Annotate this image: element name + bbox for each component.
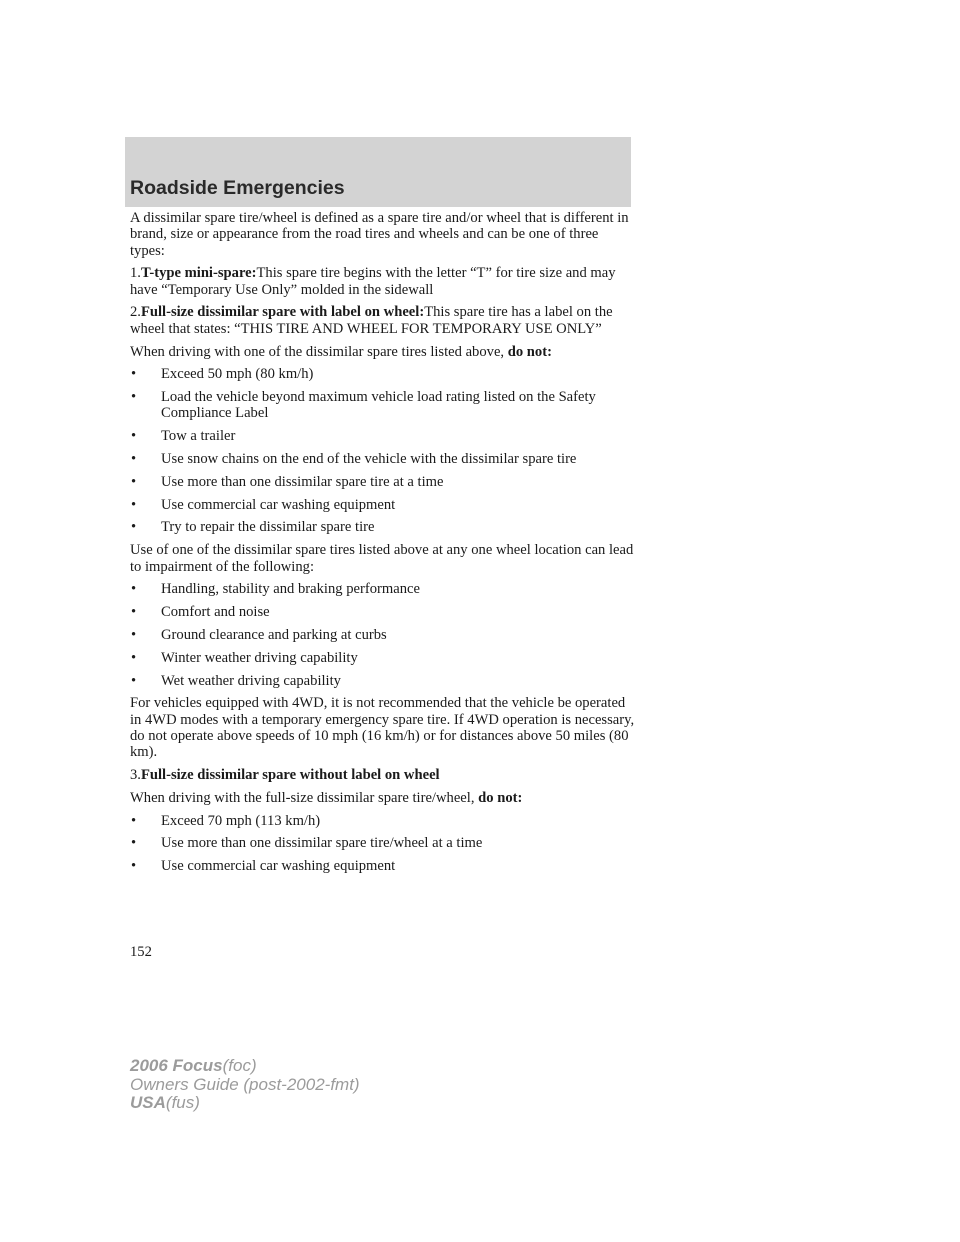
warning-2-bold: do not: [478, 789, 523, 806]
bullet-icon: • [131, 473, 137, 490]
bullet-icon: • [131, 835, 137, 852]
bullet-icon: • [131, 428, 137, 445]
bullet-icon: • [131, 366, 137, 383]
footer-model-code: (foc) [222, 1056, 257, 1075]
bullet-list-2 [130, 581, 635, 688]
warning-2-paragraph [130, 790, 635, 806]
list-item [130, 474, 635, 490]
impairment-intro: Use of one of the dissimilar spare tires listed above at any one wheel location can lead to impairment of the following: [130, 542, 634, 575]
list-item [130, 497, 635, 513]
list-item [130, 428, 635, 444]
bullet-icon: • [131, 389, 137, 406]
list-item [130, 858, 635, 874]
type-1-text: This spare tire begins with the letter “T” for tire size and may have “Temporary Use Only” molded in the sidewall [130, 265, 616, 298]
type-3-heading: Full-size dissimilar spare without label on wheel [140, 767, 440, 784]
type-2-number: 2. [130, 304, 141, 321]
footer-model: 2006 Focus [130, 1056, 223, 1075]
type-3-paragraph [130, 767, 635, 783]
list-item [130, 627, 635, 643]
bullet-icon: • [131, 672, 137, 689]
document-footer [130, 1057, 360, 1113]
list-item [130, 835, 635, 851]
list-item [130, 813, 635, 829]
type-1-number: 1. [130, 265, 141, 282]
bullet-icon: • [131, 496, 137, 513]
bullet-icon: • [131, 649, 137, 666]
list-item-text: Comfort and noise [161, 604, 270, 621]
footer-market-code: (fus) [165, 1093, 200, 1112]
bullet-icon: • [131, 604, 137, 621]
list-item [130, 604, 635, 620]
list-item [130, 581, 635, 597]
bullet-icon: • [131, 519, 137, 536]
list-item-text: Try to repair the dissimilar spare tire [161, 519, 375, 536]
list-item [130, 650, 635, 666]
type-1-heading: T-type mini-spare: [140, 265, 257, 282]
warning-1-paragraph [130, 344, 635, 360]
list-item-text: Exceed 70 mph (113 km/h) [161, 812, 321, 829]
bullet-icon: • [131, 451, 137, 468]
warning-2-text: When driving with the full-size dissimilar spare tire/wheel, [130, 789, 475, 806]
bullet-list-3 [130, 813, 635, 875]
list-item-text: Ground clearance and parking at curbs [161, 626, 387, 643]
bullet-icon: • [131, 812, 137, 829]
page-number: 152 [130, 944, 152, 960]
4wd-note-paragraph: For vehicles equipped with 4WD, it is not recommended that the vehicle be operated in 4WD modes with a temporary emergency spare tire. If 4WD operation is necessary, do not operate above speeds of 10 mph (16 km/h) or for distances above 50 miles (80 km). [130, 695, 635, 761]
bullet-list-1 [130, 366, 635, 535]
list-item [130, 451, 635, 467]
type-1-paragraph [130, 265, 635, 298]
type-2-text: This spare tire has a label on the wheel that states: “THIS TIRE AND WHEEL FOR TEMPORARY USE ONLY” [130, 304, 613, 337]
footer-line-2: Owners Guide (post-2002-fmt) [130, 1074, 360, 1094]
page-body [130, 210, 635, 881]
footer-market: USA [130, 1093, 166, 1112]
list-item-text: Exceed 50 mph (80 km/h) [161, 366, 314, 383]
warning-1-text: When driving with one of the dissimilar spare tires listed above, [130, 343, 505, 360]
list-item-text: Use more than one dissimilar spare tire at a time [161, 473, 444, 490]
bullet-icon: • [131, 858, 137, 875]
type-2-heading: Full-size dissimilar spare with label on wheel: [140, 304, 425, 321]
list-item [130, 519, 635, 535]
list-item [130, 389, 635, 422]
footer-line-3 [130, 1094, 360, 1113]
list-item [130, 673, 635, 689]
list-item-text: Winter weather driving capability [161, 649, 358, 666]
list-item-text: Use snow chains on the end of the vehicle with the dissimilar spare tire [161, 451, 577, 468]
list-item-text: Use more than one dissimilar spare tire/wheel at a time [161, 835, 483, 852]
list-item-text: Load the vehicle beyond maximum vehicle load rating listed on the Safety Compliance Label [161, 389, 596, 422]
list-item-text: Use commercial car washing equipment [161, 496, 396, 513]
warning-1-bold: do not: [507, 343, 552, 360]
intro-paragraph: A dissimilar spare tire/wheel is defined as a spare tire and/or wheel that is different in brand, size or appearance from the road tires and wheels and can be one of three types: [130, 210, 629, 259]
list-item-text: Wet weather driving capability [161, 672, 341, 689]
section-header-band [125, 137, 631, 207]
list-item [130, 366, 635, 382]
type-2-paragraph [130, 304, 635, 337]
bullet-icon: • [131, 581, 137, 598]
footer-line-1 [130, 1057, 360, 1076]
bullet-icon: • [131, 626, 137, 643]
list-item-text: Tow a trailer [161, 428, 236, 445]
type-3-number: 3. [130, 767, 141, 784]
list-item-text: Use commercial car washing equipment [161, 858, 396, 875]
list-item-text: Handling, stability and braking performance [161, 581, 420, 598]
section-title: Roadside Emergencies [130, 177, 345, 199]
